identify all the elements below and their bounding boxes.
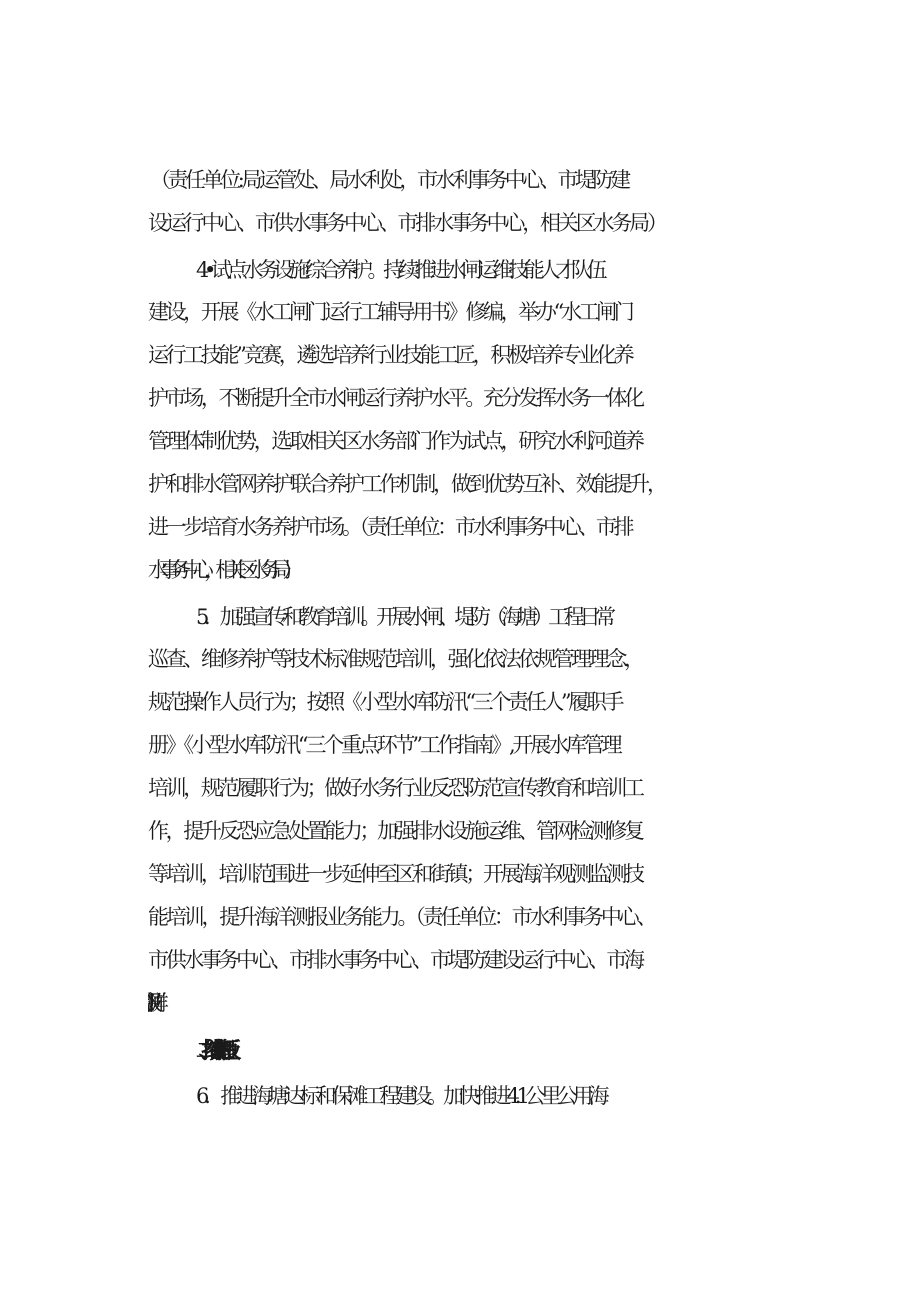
text-line: 册》《小型水库防汛“三个重点环节”工作指南》,开展水库管理 — [148, 733, 620, 757]
text-line: 运行工技能”竞赛，遴选培养行业技能工匠，积极培养专业化养 — [148, 343, 632, 367]
text-line: 等培训，培训范围进一步延伸至区和街镇；开展海洋观测监测技 — [148, 862, 642, 886]
paragraph-4-first-line: 4•试点水务设施综合养护。持续推进水闸运维技能人才队伍 — [196, 258, 603, 282]
text-line: 管理体制优势，选取相关区水务部门作为试点，研究水利河道养 — [148, 429, 642, 453]
paragraph-6-first-line: 6．推进海塘达标和保滩工程建设。加快推进4.1公里公用海 — [196, 1084, 605, 1108]
text-line: 建设，开展《水工闸门运行工辅导用书》修编，举办“水工闸门 — [148, 300, 632, 324]
text-line: 设运行中心、市供水事务中心、市排水事务中心，相关区水务局） — [148, 211, 665, 235]
text-line: （责任单位:局运管处、局水利处，市水利事务中心、市堤防建 — [150, 168, 628, 192]
text-line: 护和排水管网养护联合养护工作机制，做到优势互补、效能提升， — [148, 472, 665, 496]
text-line: 护市场，不断提升全市水闸运行养护水平。充分发挥水务一体化 — [148, 386, 642, 410]
section-heading: 二、持续补齐工程短板 — [196, 1039, 223, 1064]
text-line: 规范操作人员行为；按照《小型水库防汛“三个责任人”履职手 — [148, 690, 622, 714]
text-line: 巡查、维修养护等技术标准规范培训，强化依法依规管理理念， — [148, 647, 642, 671]
paragraph-5-first-line: 5．加强宣传和教育培训。开展水闸、堤防（海塘）工程日常 — [196, 605, 611, 629]
text-line: 水事务中心，相关区水务局） — [148, 558, 294, 582]
text-line: 进一步培育水务养护市场。（责任单位：市水利事务中心、市排 — [148, 515, 632, 539]
text-line: 培训，规范履职行为；做好水务行业反恐防范宣传教育和培训工 — [148, 776, 642, 800]
text-line: 作，提升反恐应急处置能力；加强排水设施运维、管网检测修复 — [148, 819, 642, 843]
text-line: 能培训，提升海洋测报业务能力。（责任单位：市水利事务中心、 — [148, 905, 655, 929]
text-line — [148, 989, 920, 1017]
text-line: 市供水事务中心、市排水事务中心、市堤防建设运行中心、市海 — [148, 948, 642, 972]
